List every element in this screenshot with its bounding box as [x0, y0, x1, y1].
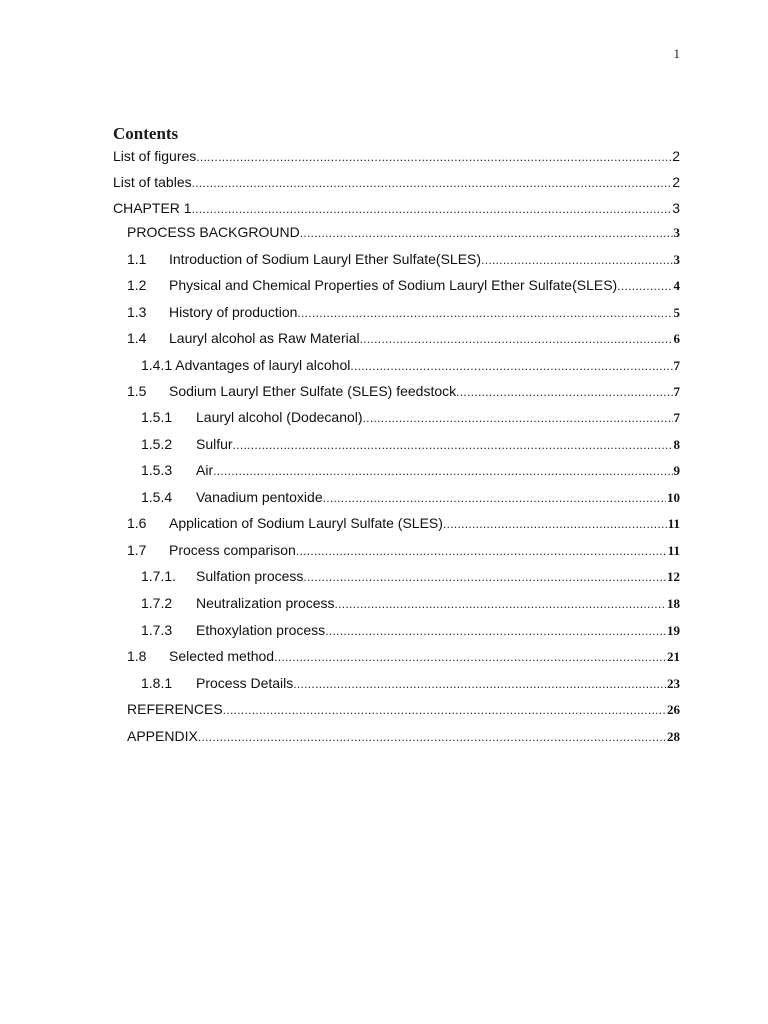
toc-dot-leader	[443, 514, 667, 534]
toc-entry-page: 10	[667, 490, 680, 505]
toc-entry-page: 3	[673, 225, 680, 240]
toc-dot-leader	[192, 173, 672, 193]
toc-dot-leader	[360, 329, 673, 349]
toc-entry-label: History of production	[169, 304, 298, 320]
toc-entry-page: 19	[667, 623, 680, 638]
toc-entry-label: Lauryl alcohol as Raw Material	[169, 330, 360, 346]
toc-dot-leader	[323, 488, 666, 508]
toc-entry-list-of-figures[interactable]	[113, 146, 680, 166]
toc-dot-leader	[335, 594, 666, 614]
toc-entry-label: Air	[196, 462, 214, 478]
toc-entry-page: 18	[667, 596, 680, 611]
toc-entry-label: Neutralization process	[196, 595, 335, 611]
toc-entry-1-4[interactable]	[127, 328, 680, 348]
toc-entry-page: 6	[673, 331, 680, 346]
toc-entry-number: 1.5.1	[141, 409, 173, 425]
toc-entry-1-6[interactable]	[127, 513, 680, 533]
toc-entry-number: 1.5.2	[141, 436, 173, 452]
toc-entry-1-8[interactable]	[127, 646, 680, 666]
toc-entry-page: 5	[673, 305, 680, 320]
toc-dot-leader	[196, 147, 671, 167]
toc-dot-leader	[363, 408, 673, 428]
toc-entry-label: List of tables	[113, 174, 192, 190]
toc-entry-1-7-1[interactable]	[141, 566, 680, 586]
toc-dot-leader	[481, 250, 672, 270]
toc-dot-leader	[456, 382, 672, 402]
toc-dot-leader	[293, 674, 666, 694]
toc-entry-label: 1.4.1 Advantages of lauryl alcohol	[141, 357, 351, 373]
toc-entry-page: 2	[672, 174, 680, 190]
toc-entry-label: Process Details	[196, 675, 294, 691]
toc-entry-process-background[interactable]	[127, 222, 680, 242]
toc-dot-leader	[198, 727, 666, 747]
toc-dot-leader	[350, 356, 672, 376]
toc-entry-page: 23	[667, 676, 680, 691]
toc-entry-page: 3	[673, 252, 680, 267]
toc-dot-leader	[617, 276, 672, 296]
toc-entry-1-5-3[interactable]	[141, 460, 680, 480]
toc-entry-label: Selected method	[169, 648, 275, 664]
page-number: 1	[673, 46, 680, 61]
toc-entry-label: Application of Sodium Lauryl Sulfate (SLES)	[169, 515, 443, 531]
toc-dot-leader	[233, 435, 673, 455]
toc-dot-leader	[325, 621, 666, 641]
toc-entry-page: 11	[667, 543, 680, 558]
toc-entry-number: 1.7	[127, 542, 147, 558]
toc-entry-page: 26	[667, 702, 680, 717]
toc-entry-page: 28	[667, 729, 680, 744]
toc-entry-number: 1.2	[127, 277, 147, 293]
toc-entry-label: APPENDIX	[127, 728, 198, 744]
toc-entry-label: PROCESS BACKGROUND	[127, 224, 300, 240]
toc-entry-number: 1.6	[127, 515, 147, 531]
toc-entry-label: Process comparison	[169, 542, 296, 558]
toc-entry-page: 12	[667, 569, 680, 584]
toc-entry-list-of-tables[interactable]	[113, 172, 680, 192]
toc-entry-page: 4	[673, 278, 680, 293]
toc-entry-1-5-2[interactable]	[141, 434, 680, 454]
toc-entry-page: 7	[673, 358, 680, 373]
toc-entry-label: REFERENCES	[127, 701, 223, 717]
toc-entry-page: 9	[673, 463, 680, 478]
toc-entry-label: Sodium Lauryl Ether Sulfate (SLES) feedstock	[169, 383, 457, 399]
toc-entry-label: Sulfur	[196, 436, 233, 452]
toc-entry-page: 21	[667, 649, 680, 664]
toc-entry-1-8-1[interactable]	[141, 673, 680, 693]
toc-entry-number: 1.7.2	[141, 595, 173, 611]
toc-entry-label: Lauryl alcohol (Dodecanol)	[196, 409, 363, 425]
toc-dot-leader	[303, 567, 666, 587]
toc-entry-label: CHAPTER 1	[113, 200, 192, 216]
toc-entry-1-7-3[interactable]	[141, 620, 680, 640]
toc-entry-1-1[interactable]	[127, 249, 680, 269]
toc-entry-label: Physical and Chemical Properties of Sodium Lauryl Ether Sulfate(SLES)	[169, 277, 618, 293]
toc-dot-leader	[296, 541, 667, 561]
toc-entry-1-4-1[interactable]	[141, 355, 680, 375]
toc-dot-leader	[192, 199, 672, 219]
toc-title: Contents	[113, 124, 179, 143]
toc-entry-page: 8	[673, 437, 680, 452]
toc-entry-1-5-4[interactable]	[141, 487, 680, 507]
toc-entry-1-7[interactable]	[127, 540, 680, 560]
toc-entry-label: Vanadium pentoxide	[196, 489, 323, 505]
toc-entry-number: 1.7.1.	[141, 568, 177, 584]
toc-dot-leader	[297, 303, 672, 323]
toc-entry-1-5-1[interactable]	[141, 407, 680, 427]
toc-entry-1-2[interactable]	[127, 275, 680, 295]
toc-entry-number: 1.5.4	[141, 489, 173, 505]
toc-entry-label: Introduction of Sodium Lauryl Ether Sulfate(SLES)	[169, 251, 482, 267]
toc-entry-1-3[interactable]	[127, 302, 680, 322]
toc-entry-number: 1.5	[127, 383, 147, 399]
toc-dot-leader	[213, 461, 672, 481]
toc-entry-page: 7	[673, 384, 680, 399]
toc-dot-leader	[274, 647, 666, 667]
toc-entry-appendix[interactable]	[127, 726, 680, 746]
toc-entry-1-7-2[interactable]	[141, 593, 680, 613]
toc-entry-page: 3	[672, 200, 680, 216]
toc-entry-number: 1.5.3	[141, 462, 173, 478]
toc-entry-references[interactable]	[127, 699, 680, 719]
toc-entry-number: 1.4	[127, 330, 147, 346]
toc-dot-leader	[223, 700, 666, 720]
toc-entry-number: 1.1	[127, 251, 147, 267]
toc-dot-leader	[300, 223, 673, 243]
toc-entry-label: List of figures	[113, 148, 197, 164]
toc-entry-number: 1.3	[127, 304, 147, 320]
toc-entry-page: 11	[667, 516, 680, 531]
toc-entry-label: Sulfation process	[196, 568, 304, 584]
toc-entry-number: 1.8	[127, 648, 147, 664]
toc-entry-page: 2	[672, 148, 680, 164]
toc-entry-number: 1.8.1	[141, 675, 173, 691]
toc-entry-1-5[interactable]	[127, 381, 680, 401]
toc-entry-number: 1.7.3	[141, 622, 173, 638]
toc-entry-page: 7	[673, 410, 680, 425]
toc-entry-label: Ethoxylation process	[196, 622, 326, 638]
toc-entry-chapter-1[interactable]	[113, 198, 680, 218]
